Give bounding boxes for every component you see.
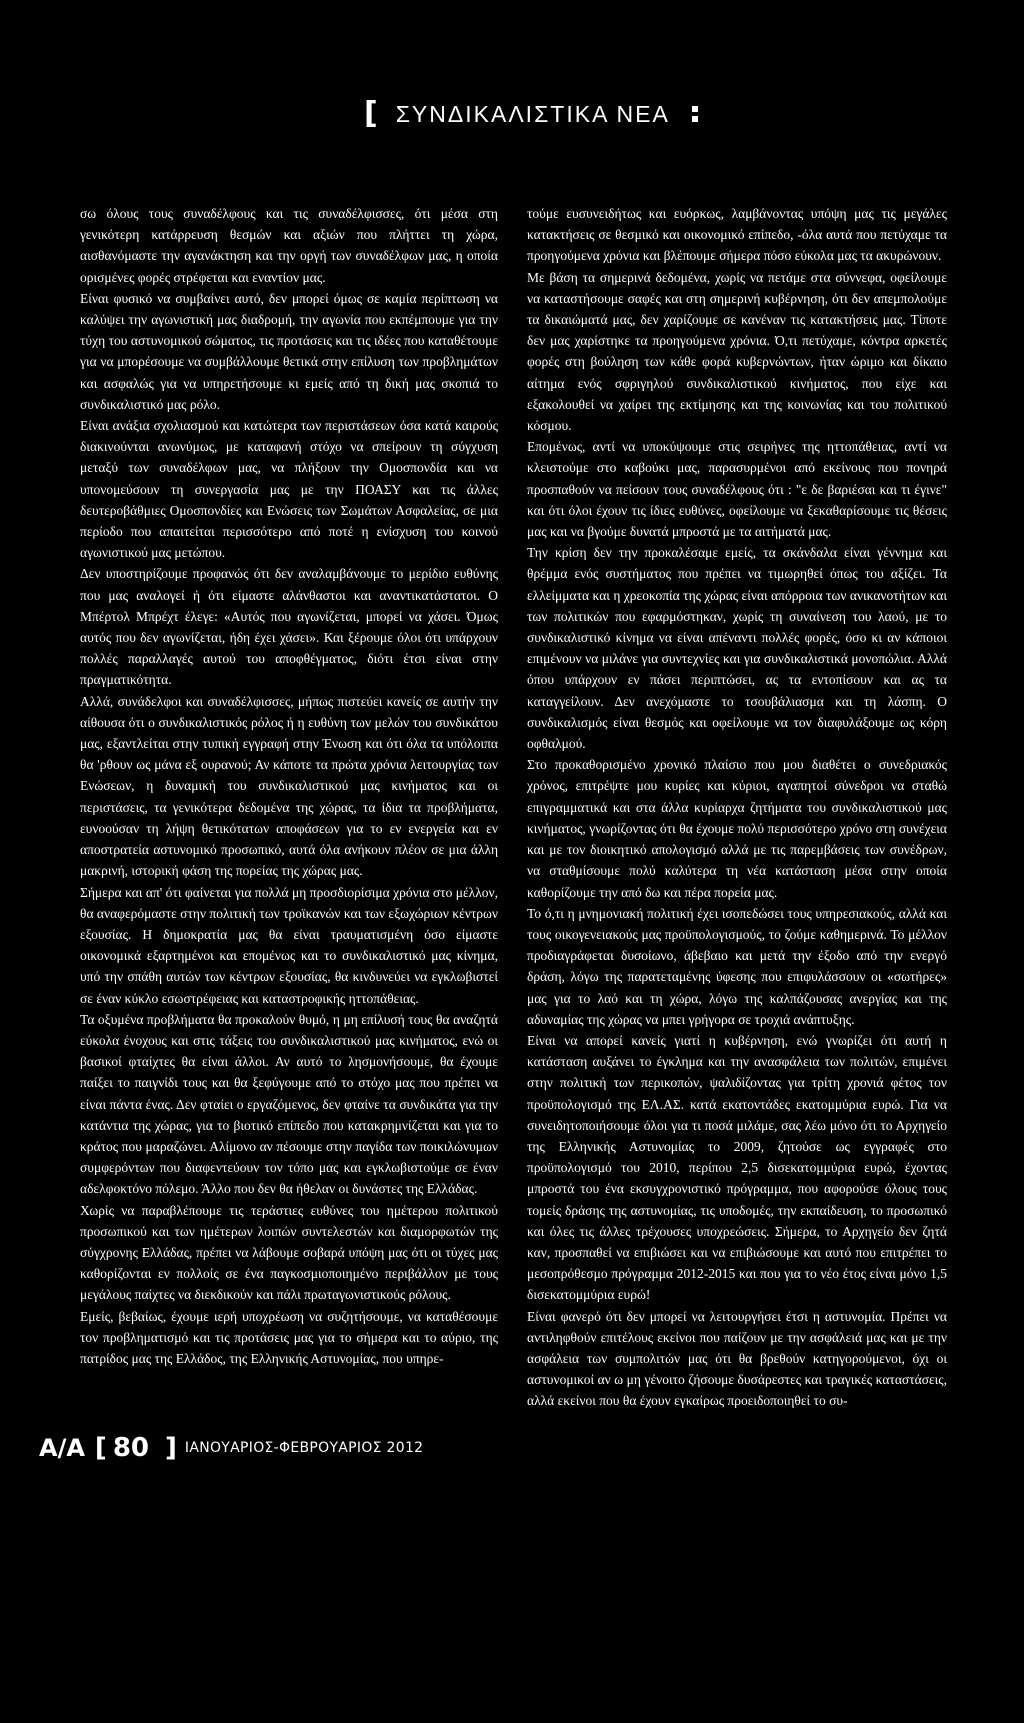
paragraph: Δεν υποστηρίζουμε προφανώς ότι δεν αναλαμβάνουμε το μερίδιο ευθύνης που μας αναλογεί ή ότι είμαστε αλάνθαστοι και αναντικατάστατοι. Ο Μπέρτολ Μπρέχτ έλεγε: «Αυτός που αγωνίζεται, μπορεί να χάσει. Όμως αυτός που δεν αγωνίζεται, ήδη έχει χάσει». Και ξέρουμε όλοι ότι υπάρχουν πολλές παραλλαγές αυτού του αποφθέγματος, διότι έτσι είναι στην πραγματικότητα. [80,566,498,688]
page-number: 80 [112,1433,149,1463]
paragraph: Εμείς, βεβαίως, έχουμε ιερή υποχρέωση να συζητήσουμε, να καταθέσουμε τον προβληματισμό και τις προτάσεις μας για το σήμερα και το αύριο, της πατρίδος μας της Ελλάδος, της Ελληνικής Αστυνομίας, που υπηρε- [80,1308,498,1366]
right-column [527,203,947,1723]
paragraph: Αλλά, συνάδελφοι και συναδέλφισσες, μήπως πιστεύει κανείς σε αυτήν την αίθουσα ότι ο συνδικαλιστικός ρόλος ή η ευθύνη των μελών του συνδικάτου μας, εξαντλείται στην τυπική εγγραφή στην Ένωση και ότι όλα τα υπόλοιπα θα 'ρθουν ως μάνα εξ ουρανού; Αν κάποτε τα πρώτα χρόνια λειτουργίας των Ενώσεων, η δυναμική του συνδικαλιστικού μας κινήματος και οι περιστάσεις, τα γενικότερα δεδομένα της χώρας, τα ίδια τα προβλήματα, ευνοούσαν τη λήψη θετικότατων αποφάσεων για το εν ενεργεία και εν αποστρατεία αστυνομικό προσωπικό, αυτά όλα ανήκουν πλέον σε μια άλλη μακρινή, ιστορική φάση της πορείας της χώρας μας. [80,693,498,879]
header-colon-mark [692,106,698,122]
paragraph: Με βάση τα σημερινά δεδομένα, χωρίς να πετάμε στα σύννεφα, οφείλουμε να καταστήσουμε σαφές και στη σημερινή κυβέρνηση, ότι δεν απεμπολούμε τα δικαιώματά μας, δεν χαρίζουμε σε κανέναν τις κατακτήσεις μας. Τίποτε δεν μας χαρίστηκε τα προηγούμενα χρόνια. Ό,τι πετύχαμε, κόντρα αρκετές φορές στη βούληση των κάθε φορά κυβερνώντων, ήταν ώριμο και δίκαιο αίτημα ενός σφριγηλού συνδικαλιστικού κινήματος, που είχε και εξακολουθεί να χαίρει της εκτίμησης και της κοινωνίας και του πολιτικού κόσμου. [527,269,947,434]
paragraph: σω όλους τους συναδέλφους και τις συναδέλφισσες, ότι μέσα στη γενικότερη κατάρρευση θεσμών και αξιών που πλήττει τη χώρα, αισθανόμαστε την αγανάκτηση και την οργή των συναδέλφων μας, η οποία ορισμένες φορές στρέφεται και εναντίον μας. [80,206,498,285]
page-footer [39,1428,423,1468]
section-header [364,96,698,132]
paragraph: Την κρίση δεν την προκαλέσαμε εμείς, τα σκάνδαλα είναι γέννημα και θρέμμα ενός συστήματος που πρέπει να τιμωρηθεί όπως του αξίζει. Τα ελλείμματα και η χρεοκοπία της χώρας είναι απόρροια των ανικανοτήτων και των πολιτικών που εφαρμόστηκαν, χωρίς τη συναίνεση του λαού, με το συνδικαλιστικό κίνημα να είναι απέναντι πολλές φορές, όσο κι αν κάποιοι επιμένουν να μιλάνε για συντεχνίες και για συνδικαλιστικά μονοπώλια. Αλλά όπου υπάρχουν εν πάσει περιπτώσει, ας τα εντοπίσουν και ας τα καταγγείλουν. Δεν ανεχόμαστε το τσουβάλιασμα και τη λάσπη. Ο συνδικαλισμός είναι θεσμός και οφείλουμε να τον διαφυλάξουμε ως κόρη οφθαλμού. [527,545,947,752]
paragraph: Σήμερα και απ' ότι φαίνεται για πολλά μη προσδιορίσιμα χρόνια στο μέλλον, θα αναφερόμαστε στην πολιτική των τροϊκανών και των εξωχώριων κέντρων εξουσίας. Η δημοκρατία μας θα είναι τραυματισμένη όσο είμαστε οικονομικά εξαρτημένοι και επομένως και το συνδικαλιστικό μας κίνημα, υπό την σπάθη αυτών των κέντρων εξουσίας, θα κινδυνεύει να εγκλωβιστεί σε έναν κύκλο εσωστρέφειας και καταστροφικής ηττοπάθειας. [80,884,499,1006]
magazine-name: Α/Α [39,1434,85,1462]
paragraph: Είναι να απορεί κανείς γιατί η κυβέρνηση, ενώ γνωρίζει ότι αυτή η κατάσταση αυξάνει το έγκλημα και την ανασφάλεια των πολιτών, επιμένει στην πολιτική των περικοπών, ψαλιδίζοντας για τρίτη χρονιά φέτος τον προϋπολογισμό της ΕΛ.ΑΣ. κατά εκατοντάδες εκατομμύρια ευρώ. Για να συνειδητοποιήσουμε όλοι για τι ποσά μιλάμε, σας λέω μόνο ότι το Αρχηγείο της Ελληνικής Αστυνομίας το 2009, ζητούσε ως εγγραφές στο προϋπολογισμό του 2010, περίπου 2,5 δισεκατομμύρια ευρώ, έχοντας μπροστά του ένα εκσυγχρονιστικό πρόγραμμα, που αφορούσε όλους τους τομείς δράσης της αστυνομίας, τις υποδομές, την εκπαίδευση, το προσωπικό και όλες τις άλλες τρέχουσες υποχρεώσεις. Σήμερα, το Αρχηγείο δεν ζητά καν, προσπαθεί να επιβιώσει και να επιβιώσουμε και αυτό που επιτρέπει το μεσοπρόθεσμο πρόγραμμα 2012-2015 και που για το νέο έτος είναι μόνο 1,5 δισεκατομμύρια ευρώ! [527,1032,947,1303]
header-bracket: [ [364,96,378,131]
footer-bracket-close: ] [165,1433,177,1463]
issue-date: ΙΑΝΟΥΑΡΙΟΣ-ΦΕΒΡΟΥΑΡΙΟΣ 2012 [184,1440,424,1456]
left-column [80,203,498,1723]
paragraph: Τα οξυμένα προβλήματα θα προκαλούν θυμό, η μη επίλυσή τους θα αναζητά εύκολα ένοχους και στις τάξεις του συνδικαλιστικού μας κινήματος, ενώ οι βασικοί φταίχτες θα είναι άλλοι. Αν αυτό το λησμονήσουμε, θα έχουμε παίξει το παιγνίδι τους και θα ξεφύγουμε από το στόχο μας που πρέπει να είναι πάντα ένας. Δεν φταίει ο εργαζόμενος, δεν φταίνε τα συνδικάτα για την κατάντια της χώρας, για το βιοτικό επίπεδο που κατακρημνίζεται και για το κράτος που μαραζώνει. Αλίμονο αν πέσουμε στην παγίδα των ποικιλώνυμων συμφερόντων που διαφεντεύουν τον τόπο μας και εγκλωβιστούμε σε έναν αδελφοκτόνο πόλεμο. Άλλο που δεν θα ήθελαν οι δυνάστες της Ελλάδας. [80,1011,498,1197]
paragraph: Επομένως, αντί να υποκύψουμε στις σειρήνες της ηττοπάθειας, αντί να κλειστούμε στο καβούκι μας, παρασυρμένοι από εκείνους που πονηρά προσπαθούν να πείσουν τους συναδέλφους ότι : "ε δε βαριέσαι και τι έγινε" και ότι όλοι έχουν τις ίδιες ευθύνες, οφείλουμε να ξεκαθαρίσουμε τις θέσεις μας και να βγούμε δυνατά μπροστά με τα αιτήματά μας. [527,439,947,540]
paragraph: τούμε ευσυνειδήτως και ευόρκως, λαμβάνοντας υπόψη μας τις μεγάλες κατακτήσεις σε θεσμικό και οικονομικό επίπεδο, -όλα αυτά που πετύχαμε τα προηγούμενα χρόνια και βλέπουμε σήμερα πόσο εύκολα μας τα ακυρώνουν. [527,206,947,264]
paragraph: Είναι ανάξια σχολιασμού και κατώτερα των περιστάσεων όσα κατά καιρούς διακινούνται ανωνύμως, με καταφανή στόχο να σπείρουν τη σύγχυση μεταξύ των συναδέλφων μας, να πλήξουν την Ομοσπονδία και να υπονομεύσουν τη συνεργασία μας με την ΠΟΑΣΥ και τις άλλες δευτεροβάθμιες Ομοσπονδίες και Ενώσεις των Σωμάτων Ασφαλείας, σε μια περίοδο που απαιτείται περισσότερο από ποτέ η ενίσχυση του κοινού αγωνιστικού μας μετώπου. [80,418,498,561]
paragraph: Στο προκαθορισμένο χρονικό πλαίσιο που μου διαθέτει ο συνεδριακός χρόνος, επιτρέψτε μου κυρίες και κύριοι, αγαπητοί σύνεδροι να σταθώ επιγραμματικά και στα άλλα κυρίαρχα ζητήματα του συνδικαλιστικού μας κινήματος, γνωρίζοντας ότι θα έχουμε πολύ περισσότερο χρόνο στη συνέχεια και με τον διοικητικό απολογισμό αλλά με τις παρεμβάσεις των συνέδρων, να σταθμίσουμε πολύ καλύτερα τη νέα κατάσταση μέσα στην οποία καθορίζουμε την από δω και πέρα πορεία μας. [527,757,947,900]
paragraph: Χωρίς να παραβλέπουμε τις τεράστιες ευθύνες του ημέτερου πολιτικού προσωπικού και των ημέτερων λοιπών συντελεστών και διαμορφωτών της σύγχρονης Ελλάδας, πρέπει να λάβουμε σοβαρά υπόψη μας ότι οι τύχες μας καθορίζονται εν πολλοίς σε ένα παγκοσμιοποιημένο περιβάλλον με τους μεγάλους παίχτες να διεκδικούν και πάλι πρωταγωνιστικούς ρόλους. [80,1202,498,1303]
section-title: ΣΥΝΔΙΚΑΛΙΣΤΙΚΑ ΝΕΑ [395,101,670,127]
paragraph: Είναι φυσικό να συμβαίνει αυτό, δεν μπορεί όμως σε καμία περίπτωση να καλύψει την αγωνιστική μας διαδρομή, την αγωνία που εκπέμπουμε για την τύχη του αστυνομικού σώματος, τις προτάσεις και τις ιδέες που καταθέτουμε για να μπορέσουμε να συμβάλλουμε θετικά στην επίλυση των προβλημάτων και ασφαλώς για να υπηρετήσουμε κι εμείς από τη δική μας σκοπιά το συνδικαλιστικό μας ρόλο. [80,290,498,412]
paragraph: Το ό,τι η μνημονιακή πολιτική έχει ισοπεδώσει τους υπηρεσιακούς, αλλά και τους οικογενειακούς μας προϋπολογισμούς, το ζούμε καθημερινά. Το μέλλον προδιαγράφεται δυσοίωνο, άβεβαιο και μετά την έξοδο από την ενεργό δράση, λόγω της παρατεταμένης ύφεσης που επιφυλάσσουν οι «σωτήρες» μας για το λαό και τη χώρα, λόγω της καλπάζουσας ανεργίας και της αδυναμίας της χώρας να μπει γρήγορα σε τροχιά ανάπτυξης. [527,905,947,1027]
paragraph: Είναι φανερό ότι δεν μπορεί να λειτουργήσει έτσι η αστυνομία. Πρέπει να αντιληφθούν επιτέλους εκείνοι που παίζουν με την ασφάλειά μας και με την ασφάλεια των συμπολιτών μας ότι θα βρεθούν κατηγορούμενοι, όχι οι αστυνομικοί αν ω μη γένοιτο ζήσουμε δυσάρεστες και τραγικές καταστάσεις, αλλά εκείνοι που θα έχουν εγκαίρως προειδοποιηθεί το συ- [527,1308,947,1409]
footer-bracket-open: [ [94,1433,107,1463]
